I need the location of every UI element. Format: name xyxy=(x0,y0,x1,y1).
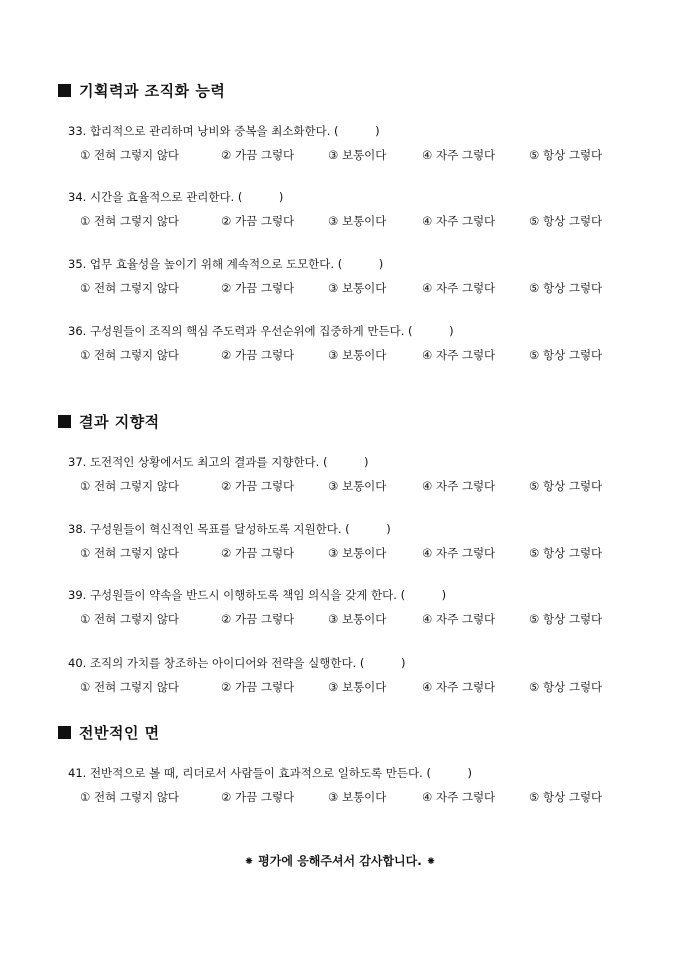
option-3[interactable]: ③ 보통이다 xyxy=(328,790,387,804)
option-1[interactable]: ① 전혀 그렇지 않다 xyxy=(80,546,180,560)
option-1[interactable]: ① 전혀 그렇지 않다 xyxy=(80,148,180,162)
question-36 xyxy=(68,324,629,362)
option-4[interactable]: ④ 자주 그렇다 xyxy=(422,680,496,694)
option-4[interactable]: ④ 자주 그렇다 xyxy=(422,479,496,493)
options-row xyxy=(68,214,629,228)
option-5[interactable]: ⑤ 항상 그렇다 xyxy=(529,546,603,560)
option-5[interactable]: ⑤ 항상 그렇다 xyxy=(529,348,603,362)
options-row xyxy=(68,612,629,626)
section-heading-results xyxy=(58,411,160,432)
question-37 xyxy=(68,455,629,493)
section-title: 전반적인 면 xyxy=(79,724,160,742)
option-3[interactable]: ③ 보통이다 xyxy=(328,148,387,162)
option-3[interactable]: ③ 보통이다 xyxy=(328,546,387,560)
option-5[interactable]: ⑤ 항상 그렇다 xyxy=(529,790,603,804)
option-2[interactable]: ② 가끔 그렇다 xyxy=(221,281,295,295)
question-text: 38. 구성원들이 혁신적인 목표를 달성하도록 지원한다. ( xyxy=(68,522,350,536)
question-41 xyxy=(68,766,629,804)
option-5[interactable]: ⑤ 항상 그렇다 xyxy=(529,680,603,694)
question-33 xyxy=(68,124,629,162)
option-1[interactable]: ① 전혀 그렇지 않다 xyxy=(80,680,180,694)
answer-blank[interactable]: ) xyxy=(405,588,447,602)
question-text: 37. 도전적인 상황에서도 최고의 결과를 지향한다. ( xyxy=(68,455,328,469)
answer-blank[interactable]: ) xyxy=(342,257,384,271)
option-2[interactable]: ② 가끔 그렇다 xyxy=(221,680,295,694)
option-5[interactable]: ⑤ 항상 그렇다 xyxy=(529,214,603,228)
option-4[interactable]: ④ 자주 그렇다 xyxy=(422,214,496,228)
option-2[interactable]: ② 가끔 그렇다 xyxy=(221,214,295,228)
question-text: 34. 시간을 효율적으로 관리한다. ( xyxy=(68,190,243,204)
answer-blank[interactable]: ) xyxy=(338,124,380,138)
option-3[interactable]: ③ 보통이다 xyxy=(328,214,387,228)
options-row xyxy=(68,348,629,362)
answer-blank[interactable]: ) xyxy=(242,190,284,204)
question-text: 40. 조직의 가치를 창조하는 아이디어와 전략을 실행한다. ( xyxy=(68,656,365,670)
thank-you-footer: ⁕ 평가에 응해주셔서 감사합니다. ⁕ xyxy=(243,854,437,868)
option-2[interactable]: ② 가끔 그렇다 xyxy=(221,546,295,560)
section-heading-planning xyxy=(58,80,225,101)
option-5[interactable]: ⑤ 항상 그렇다 xyxy=(529,612,603,626)
question-38 xyxy=(68,522,629,560)
option-4[interactable]: ④ 자주 그렇다 xyxy=(422,612,496,626)
option-3[interactable]: ③ 보통이다 xyxy=(328,680,387,694)
question-39 xyxy=(68,588,629,626)
options-row xyxy=(68,479,629,493)
question-34 xyxy=(68,190,629,228)
question-text: 35. 업무 효율성을 높이기 위해 계속적으로 도모한다. ( xyxy=(68,257,343,271)
section-title: 기획력과 조직화 능력 xyxy=(79,82,226,100)
options-row xyxy=(68,148,629,162)
option-1[interactable]: ① 전혀 그렇지 않다 xyxy=(80,214,180,228)
answer-blank[interactable]: ) xyxy=(349,522,391,536)
answer-blank[interactable]: ) xyxy=(430,766,472,780)
option-3[interactable]: ③ 보통이다 xyxy=(328,612,387,626)
options-row xyxy=(68,680,629,694)
option-2[interactable]: ② 가끔 그렇다 xyxy=(221,790,295,804)
option-2[interactable]: ② 가끔 그렇다 xyxy=(221,479,295,493)
option-5[interactable]: ⑤ 항상 그렇다 xyxy=(529,148,603,162)
options-row xyxy=(68,790,629,804)
option-4[interactable]: ④ 자주 그렇다 xyxy=(422,790,496,804)
answer-blank[interactable]: ) xyxy=(327,455,369,469)
option-1[interactable]: ① 전혀 그렇지 않다 xyxy=(80,281,180,295)
option-1[interactable]: ① 전혀 그렇지 않다 xyxy=(80,790,180,804)
option-4[interactable]: ④ 자주 그렇다 xyxy=(422,148,496,162)
square-bullet-icon xyxy=(58,415,71,428)
option-5[interactable]: ⑤ 항상 그렇다 xyxy=(529,479,603,493)
option-3[interactable]: ③ 보통이다 xyxy=(328,281,387,295)
question-text: 39. 구성원들이 약속을 반드시 이행하도록 책임 의식을 갖게 한다. ( xyxy=(68,588,406,602)
section-heading-overall xyxy=(58,722,160,743)
option-1[interactable]: ① 전혀 그렇지 않다 xyxy=(80,479,180,493)
option-1[interactable]: ① 전혀 그렇지 않다 xyxy=(80,612,180,626)
question-35 xyxy=(68,257,629,295)
option-3[interactable]: ③ 보통이다 xyxy=(328,348,387,362)
option-4[interactable]: ④ 자주 그렇다 xyxy=(422,281,496,295)
square-bullet-icon xyxy=(58,726,71,739)
question-text: 36. 구성원들이 조직의 핵심 주도력과 우선순위에 집중하게 만든다. ( xyxy=(68,324,413,338)
options-row xyxy=(68,546,629,560)
section-title: 결과 지향적 xyxy=(79,413,160,431)
option-3[interactable]: ③ 보통이다 xyxy=(328,479,387,493)
option-4[interactable]: ④ 자주 그렇다 xyxy=(422,546,496,560)
options-row xyxy=(68,281,629,295)
answer-blank[interactable]: ) xyxy=(364,656,406,670)
option-5[interactable]: ⑤ 항상 그렇다 xyxy=(529,281,603,295)
option-1[interactable]: ① 전혀 그렇지 않다 xyxy=(80,348,180,362)
option-2[interactable]: ② 가끔 그렇다 xyxy=(221,148,295,162)
option-4[interactable]: ④ 자주 그렇다 xyxy=(422,348,496,362)
question-text: 41. 전반적으로 볼 때, 리더로서 사람들이 효과적으로 일하도록 만든다. ( xyxy=(68,766,431,780)
square-bullet-icon xyxy=(58,84,71,97)
answer-blank[interactable]: ) xyxy=(412,324,454,338)
option-2[interactable]: ② 가끔 그렇다 xyxy=(221,612,295,626)
option-2[interactable]: ② 가끔 그렇다 xyxy=(221,348,295,362)
question-text: 33. 합리적으로 관리하며 낭비와 중복을 최소화한다. ( xyxy=(68,124,339,138)
question-40 xyxy=(68,656,629,694)
